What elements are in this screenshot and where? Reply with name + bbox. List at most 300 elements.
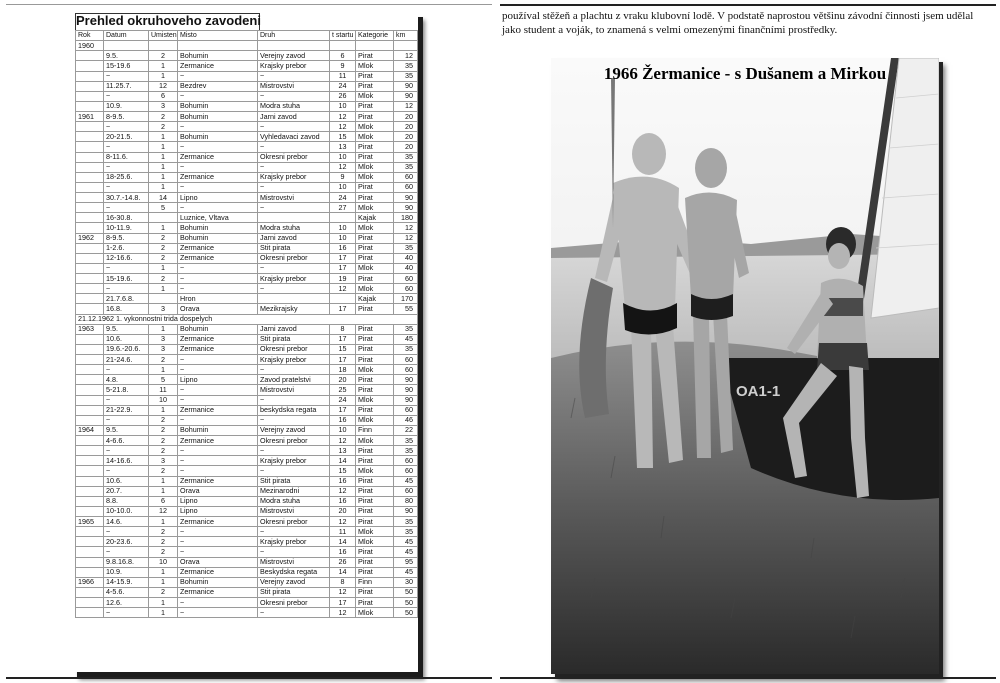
cell-datum: 10.9. xyxy=(104,101,149,111)
cell-misto: ~ xyxy=(178,91,258,101)
cell-kategorie: Mlok xyxy=(356,527,394,537)
cell-kategorie: Pirat xyxy=(356,587,394,597)
cell-datum: 15-19.6 xyxy=(104,61,149,71)
cell-kategorie: Pirat xyxy=(356,557,394,567)
cell-datum: 8.8. xyxy=(104,496,149,506)
cell-misto: Luznice, Vltava xyxy=(178,213,258,223)
cell-datum: 21-22.9. xyxy=(104,405,149,415)
cell-umisteni: 1 xyxy=(149,71,178,81)
cell-druh: ~ xyxy=(258,466,330,476)
cell-km: 35 xyxy=(394,517,418,527)
cell-misto: Bohumin xyxy=(178,324,258,334)
cell-misto: Orava xyxy=(178,304,258,314)
cell-km: 90 xyxy=(394,81,418,91)
cell-rok xyxy=(76,344,104,354)
cell-druh: Krajsky prebor xyxy=(258,274,330,284)
cell-datum: 10-11.9. xyxy=(104,223,149,233)
cell-pocet-startu: 15 xyxy=(330,344,356,354)
cell-misto: Bohumin xyxy=(178,51,258,61)
cell-datum: 12.6. xyxy=(104,598,149,608)
cell-umisteni xyxy=(149,213,178,223)
table-row xyxy=(76,395,418,405)
cell-km: 40 xyxy=(394,263,418,273)
cell-misto: ~ xyxy=(178,274,258,284)
cell-pocet-startu: 10 xyxy=(330,152,356,162)
cell-km: 60 xyxy=(394,172,418,182)
cell-druh: Mistrovstvi xyxy=(258,81,330,91)
table-row xyxy=(76,466,418,476)
cell-km: 35 xyxy=(394,152,418,162)
cell-rok xyxy=(76,598,104,608)
cell-km: 22 xyxy=(394,425,418,435)
table-row xyxy=(76,253,418,263)
table-row xyxy=(76,537,418,547)
cell-datum: ~ xyxy=(104,71,149,81)
cell-pocet-startu: 12 xyxy=(330,284,356,294)
table-row xyxy=(76,446,418,456)
cell-km: 35 xyxy=(394,162,418,172)
cell-rok xyxy=(76,243,104,253)
cell-pocet-startu: 20 xyxy=(330,506,356,516)
cell-umisteni xyxy=(149,294,178,304)
cell-kategorie: Mlok xyxy=(356,91,394,101)
cell-rok xyxy=(76,213,104,223)
cell-misto: Zermanice xyxy=(178,436,258,446)
cell-umisteni: 1 xyxy=(149,577,178,587)
cell-kategorie: Pirat xyxy=(356,598,394,608)
cell-datum: ~ xyxy=(104,162,149,172)
cell-druh: Jarni zavod xyxy=(258,112,330,122)
cell-km: 20 xyxy=(394,112,418,122)
table-row xyxy=(76,314,418,324)
cell-rok: 1963 xyxy=(76,324,104,334)
cell-pocet-startu: 12 xyxy=(330,436,356,446)
table-row xyxy=(76,233,418,243)
cell-druh: ~ xyxy=(258,91,330,101)
cell-rok xyxy=(76,71,104,81)
cell-misto: Bohumin xyxy=(178,233,258,243)
cell-druh: Modra stuha xyxy=(258,223,330,233)
cell-pocet-startu: 15 xyxy=(330,132,356,142)
cell-pocet-startu: 11 xyxy=(330,527,356,537)
cell-druh xyxy=(258,41,330,51)
cell-datum: 15-19.6. xyxy=(104,274,149,284)
cell-umisteni: 1 xyxy=(149,365,178,375)
cell-datum: ~ xyxy=(104,203,149,213)
cell-druh: ~ xyxy=(258,446,330,456)
cell-datum: 30.7.-14.8. xyxy=(104,193,149,203)
cell-rok xyxy=(76,415,104,425)
cell-druh: Verejny zavod xyxy=(258,425,330,435)
cell-rok xyxy=(76,587,104,597)
cell-druh: ~ xyxy=(258,182,330,192)
cell-rok xyxy=(76,91,104,101)
cell-misto: ~ xyxy=(178,527,258,537)
cell-misto: ~ xyxy=(178,598,258,608)
cell-pocet-startu: 17 xyxy=(330,405,356,415)
table-cell-note: 21.12.1962 1. vykonnostni trida dospelych xyxy=(76,314,418,324)
cell-misto: Zermanice xyxy=(178,344,258,354)
cell-umisteni: 2 xyxy=(149,547,178,557)
cell-umisteni: 2 xyxy=(149,355,178,365)
header-pocet-startu: t startu xyxy=(330,31,356,41)
cell-kategorie xyxy=(356,41,394,51)
cell-misto: ~ xyxy=(178,608,258,618)
cell-druh: beskydska regata xyxy=(258,405,330,415)
cell-km: 60 xyxy=(394,274,418,284)
cell-km: 35 xyxy=(394,344,418,354)
cell-kategorie: Kajak xyxy=(356,294,394,304)
cell-km: 12 xyxy=(394,101,418,111)
cell-kategorie: Pirat xyxy=(356,486,394,496)
cell-pocet-startu: 16 xyxy=(330,415,356,425)
cell-km: 90 xyxy=(394,203,418,213)
cell-rok: 1960 xyxy=(76,41,104,51)
cell-rok xyxy=(76,193,104,203)
cell-druh: Mezikrajsky xyxy=(258,304,330,314)
photo-zermanice-1966 xyxy=(551,58,939,674)
table-row xyxy=(76,557,418,567)
cell-kategorie: Pirat xyxy=(356,253,394,263)
cell-umisteni xyxy=(149,41,178,51)
cell-datum: 14-16.6. xyxy=(104,456,149,466)
cell-druh: Mistrovstvi xyxy=(258,385,330,395)
cell-kategorie: Pirat xyxy=(356,506,394,516)
cell-datum: ~ xyxy=(104,122,149,132)
cell-rok xyxy=(76,61,104,71)
cell-umisteni: 2 xyxy=(149,122,178,132)
cell-kategorie: Pirat xyxy=(356,547,394,557)
cell-km: 45 xyxy=(394,476,418,486)
cell-druh: ~ xyxy=(258,608,330,618)
cell-pocet-startu: 10 xyxy=(330,182,356,192)
cell-misto: ~ xyxy=(178,355,258,365)
cell-pocet-startu: 10 xyxy=(330,233,356,243)
cell-kategorie: Pirat xyxy=(356,344,394,354)
table-row xyxy=(76,71,418,81)
table-row xyxy=(76,547,418,557)
table-row xyxy=(76,577,418,587)
cell-pocet-startu xyxy=(330,213,356,223)
cell-rok xyxy=(76,274,104,284)
cell-umisteni: 2 xyxy=(149,243,178,253)
cell-umisteni: 2 xyxy=(149,415,178,425)
table-row xyxy=(76,223,418,233)
cell-km: 60 xyxy=(394,355,418,365)
cell-druh: Beskydska regata xyxy=(258,567,330,577)
cell-rok xyxy=(76,537,104,547)
table-row xyxy=(76,415,418,425)
header-misto: Misto xyxy=(178,31,258,41)
cell-rok xyxy=(76,446,104,456)
cell-druh xyxy=(258,294,330,304)
cell-datum: 16.8. xyxy=(104,304,149,314)
cell-kategorie: Mlok xyxy=(356,436,394,446)
cell-umisteni: 1 xyxy=(149,162,178,172)
cell-datum: 10.9. xyxy=(104,567,149,577)
cell-misto: ~ xyxy=(178,537,258,547)
cell-umisteni: 3 xyxy=(149,344,178,354)
top-rule-right xyxy=(500,4,996,6)
cell-kategorie: Pirat xyxy=(356,567,394,577)
table-row xyxy=(76,51,418,61)
cell-misto: ~ xyxy=(178,466,258,476)
cell-rok xyxy=(76,101,104,111)
cell-kategorie: Mlok xyxy=(356,365,394,375)
cell-kategorie: Mlok xyxy=(356,132,394,142)
cell-druh: Mistrovstvi xyxy=(258,557,330,567)
cell-km xyxy=(394,41,418,51)
cell-rok xyxy=(76,162,104,172)
cell-druh: Okresni prebor xyxy=(258,517,330,527)
cell-rok xyxy=(76,263,104,273)
cell-rok xyxy=(76,608,104,618)
table-row xyxy=(76,284,418,294)
cell-pocet-startu: 12 xyxy=(330,486,356,496)
cell-pocet-startu: 12 xyxy=(330,122,356,132)
table-row xyxy=(76,294,418,304)
cell-kategorie: Pirat xyxy=(356,324,394,334)
cell-km: 40 xyxy=(394,253,418,263)
cell-pocet-startu: 10 xyxy=(330,425,356,435)
cell-pocet-startu: 17 xyxy=(330,304,356,314)
cell-datum: 14.6. xyxy=(104,517,149,527)
cell-kategorie: Pirat xyxy=(356,274,394,284)
cell-misto: ~ xyxy=(178,365,258,375)
cell-umisteni: 2 xyxy=(149,587,178,597)
cell-umisteni: 12 xyxy=(149,81,178,91)
cell-misto: Lipno xyxy=(178,496,258,506)
cell-datum: ~ xyxy=(104,415,149,425)
cell-rok xyxy=(76,253,104,263)
cell-kategorie: Pirat xyxy=(356,233,394,243)
header-datum: Datum xyxy=(104,31,149,41)
cell-pocet-startu: 20 xyxy=(330,375,356,385)
cell-umisteni: 2 xyxy=(149,425,178,435)
table-row xyxy=(76,324,418,334)
cell-umisteni: 3 xyxy=(149,334,178,344)
cell-kategorie: Mlok xyxy=(356,203,394,213)
cell-umisteni: 1 xyxy=(149,598,178,608)
cell-rok xyxy=(76,294,104,304)
cell-druh: ~ xyxy=(258,162,330,172)
cell-pocet-startu: 16 xyxy=(330,496,356,506)
cell-rok xyxy=(76,527,104,537)
cell-datum: 18-25.6. xyxy=(104,172,149,182)
cell-umisteni: 2 xyxy=(149,436,178,446)
cell-km: 35 xyxy=(394,324,418,334)
cell-km: 90 xyxy=(394,395,418,405)
cell-druh: Okresni prebor xyxy=(258,598,330,608)
cell-rok xyxy=(76,182,104,192)
cell-misto: Zermanice xyxy=(178,405,258,415)
table-row xyxy=(76,496,418,506)
cell-druh: ~ xyxy=(258,122,330,132)
cell-druh: Okresni prebor xyxy=(258,253,330,263)
cell-misto: Lipno xyxy=(178,375,258,385)
cell-datum: 12-16.6. xyxy=(104,253,149,263)
cell-km: 60 xyxy=(394,365,418,375)
table-row xyxy=(76,243,418,253)
cell-rok xyxy=(76,203,104,213)
cell-kategorie: Pirat xyxy=(356,243,394,253)
cell-druh: ~ xyxy=(258,415,330,425)
boat-marking: OA1-1 xyxy=(736,383,781,400)
cell-druh: Stit pirata xyxy=(258,476,330,486)
cell-druh: ~ xyxy=(258,203,330,213)
cell-datum: ~ xyxy=(104,547,149,557)
cell-rok xyxy=(76,456,104,466)
cell-umisteni: 1 xyxy=(149,405,178,415)
cell-rok xyxy=(76,223,104,233)
cell-kategorie: Mlok xyxy=(356,537,394,547)
cell-datum: 10.6. xyxy=(104,476,149,486)
header-umisteni: Umisten xyxy=(149,31,178,41)
cell-umisteni: 6 xyxy=(149,91,178,101)
photo-caption: 1966 Žermanice - s Dušanem a Mirkou xyxy=(603,64,887,83)
cell-km: 180 xyxy=(394,213,418,223)
cell-druh: Verejny zavod xyxy=(258,577,330,587)
cell-km: 90 xyxy=(394,375,418,385)
cell-misto: Bohumin xyxy=(178,425,258,435)
cell-misto: ~ xyxy=(178,142,258,152)
cell-umisteni: 10 xyxy=(149,395,178,405)
table-row xyxy=(76,608,418,618)
table-row xyxy=(76,405,418,415)
cell-rok xyxy=(76,496,104,506)
cell-km: 60 xyxy=(394,456,418,466)
bottom-rule-right xyxy=(500,677,996,679)
cell-kategorie: Finn xyxy=(356,425,394,435)
cell-km: 12 xyxy=(394,233,418,243)
cell-umisteni: 1 xyxy=(149,608,178,618)
cell-km: 50 xyxy=(394,598,418,608)
cell-misto: Zermanice xyxy=(178,172,258,182)
cell-km: 12 xyxy=(394,51,418,61)
cell-druh: Jarni zavod xyxy=(258,233,330,243)
cell-umisteni: 1 xyxy=(149,182,178,192)
cell-kategorie: Pirat xyxy=(356,355,394,365)
cell-misto: ~ xyxy=(178,547,258,557)
cell-kategorie: Pirat xyxy=(356,496,394,506)
cell-druh: Krajsky prebor xyxy=(258,537,330,547)
cell-misto: ~ xyxy=(178,415,258,425)
memoir-paragraph: používal stěžeň a plachtu z vraku klubovní lodě. V podstatě naprostou většinu závodní činnosti jsem udělal jako student a voják, to znamená s velmi omezenými finančními prostředky. xyxy=(502,10,974,36)
cell-kategorie: Pirat xyxy=(356,142,394,152)
cell-misto: Bohumin xyxy=(178,112,258,122)
table-row xyxy=(76,162,418,172)
cell-kategorie: Pirat xyxy=(356,193,394,203)
cell-rok xyxy=(76,172,104,182)
table-row xyxy=(76,182,418,192)
cell-datum: 4-5.6. xyxy=(104,587,149,597)
cell-kategorie: Mlok xyxy=(356,415,394,425)
cell-pocet-startu: 14 xyxy=(330,567,356,577)
cell-druh: Mistrovstvi xyxy=(258,506,330,516)
table-row xyxy=(76,142,418,152)
cell-kategorie: Pirat xyxy=(356,81,394,91)
cell-km: 35 xyxy=(394,243,418,253)
cell-datum: ~ xyxy=(104,142,149,152)
cell-pocet-startu: 17 xyxy=(330,334,356,344)
table-row xyxy=(76,425,418,435)
cell-druh: Vyhledavaci zavod xyxy=(258,132,330,142)
cell-druh: Stit pirata xyxy=(258,334,330,344)
cell-misto: Bohumin xyxy=(178,132,258,142)
cell-misto: ~ xyxy=(178,446,258,456)
table-row xyxy=(76,365,418,375)
cell-druh: Mezinarodni xyxy=(258,486,330,496)
cell-pocet-startu: 19 xyxy=(330,274,356,284)
cell-datum: ~ xyxy=(104,365,149,375)
cell-druh: Verejny zavod xyxy=(258,51,330,61)
cell-rok: 1961 xyxy=(76,112,104,122)
cell-km: 60 xyxy=(394,182,418,192)
cell-datum: 14-15.9. xyxy=(104,577,149,587)
cell-kategorie: Mlok xyxy=(356,284,394,294)
cell-druh: Zavod pratelstvi xyxy=(258,375,330,385)
cell-km: 46 xyxy=(394,415,418,425)
cell-umisteni: 1 xyxy=(149,486,178,496)
table-row xyxy=(76,132,418,142)
table-row xyxy=(76,122,418,132)
cell-umisteni: 2 xyxy=(149,274,178,284)
cell-kategorie: Mlok xyxy=(356,395,394,405)
cell-druh: Stit pirata xyxy=(258,243,330,253)
cell-pocet-startu: 11 xyxy=(330,71,356,81)
bw-photo-illustration xyxy=(551,58,939,674)
cell-pocet-startu: 10 xyxy=(330,101,356,111)
cell-datum: 10-10.0. xyxy=(104,506,149,516)
cell-pocet-startu: 13 xyxy=(330,446,356,456)
cell-umisteni: 10 xyxy=(149,557,178,567)
cell-umisteni: 1 xyxy=(149,172,178,182)
cell-umisteni: 1 xyxy=(149,567,178,577)
table-row xyxy=(76,172,418,182)
cell-pocet-startu: 26 xyxy=(330,557,356,567)
cell-kategorie: Kajak xyxy=(356,213,394,223)
table-row xyxy=(76,61,418,71)
cell-misto: Zermanice xyxy=(178,587,258,597)
bottom-rule-left xyxy=(6,677,492,679)
table-row xyxy=(76,476,418,486)
cell-umisteni: 11 xyxy=(149,385,178,395)
cell-pocet-startu: 27 xyxy=(330,203,356,213)
cell-misto: ~ xyxy=(178,263,258,273)
race-results-table xyxy=(75,30,418,618)
table-row xyxy=(76,101,418,111)
cell-kategorie: Pirat xyxy=(356,476,394,486)
cell-datum: 10.6. xyxy=(104,334,149,344)
cell-rok: 1964 xyxy=(76,425,104,435)
cell-misto: ~ xyxy=(178,122,258,132)
cell-pocet-startu: 24 xyxy=(330,395,356,405)
cell-umisteni: 2 xyxy=(149,537,178,547)
cell-km: 45 xyxy=(394,547,418,557)
cell-pocet-startu: 8 xyxy=(330,577,356,587)
cell-umisteni: 2 xyxy=(149,233,178,243)
cell-km: 20 xyxy=(394,132,418,142)
cell-misto: Bohumin xyxy=(178,577,258,587)
cell-druh: ~ xyxy=(258,263,330,273)
cell-rok xyxy=(76,385,104,395)
cell-kategorie: Finn xyxy=(356,577,394,587)
cell-umisteni: 2 xyxy=(149,253,178,263)
cell-druh: Mistrovstvi xyxy=(258,193,330,203)
cell-umisteni: 5 xyxy=(149,375,178,385)
cell-pocet-startu xyxy=(330,294,356,304)
cell-kategorie: Mlok xyxy=(356,122,394,132)
